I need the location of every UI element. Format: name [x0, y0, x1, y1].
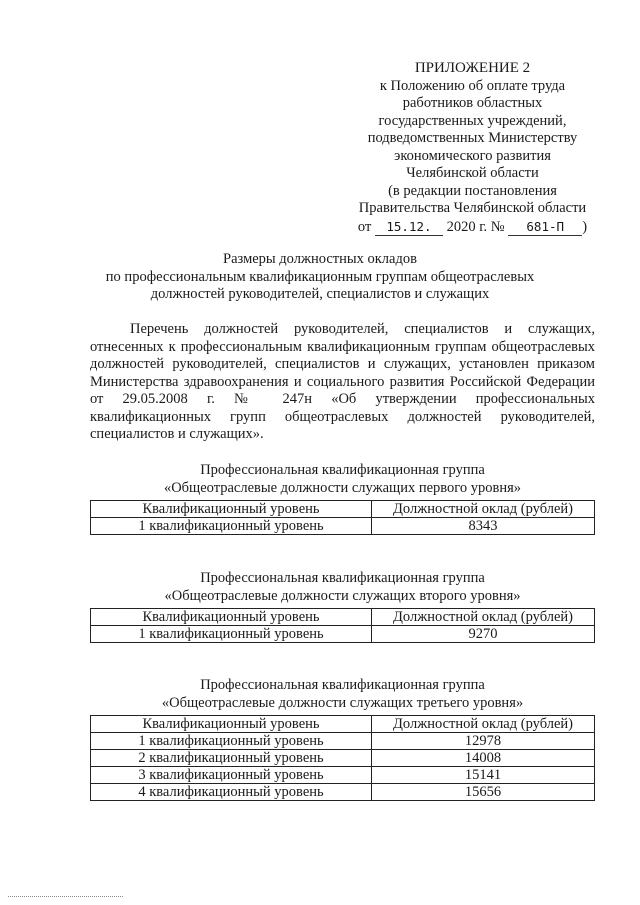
table-row: [91, 626, 595, 643]
table-header-row: [91, 501, 595, 518]
annex-line: работников областных: [402, 95, 543, 111]
group-title-line: Профессиональная квалификационная группа: [200, 462, 485, 478]
heading-line: должностей руководителей, специалистов и служащих: [150, 286, 490, 302]
level-cell: 3 квалификационный уровень: [91, 767, 372, 784]
salary-cell: 15656: [372, 784, 595, 801]
table-header-row: [91, 609, 595, 626]
group-subtitle: «Общеотраслевые должности служащих первого уровня»: [163, 479, 522, 496]
heading-line: Размеры должностных окладов: [223, 251, 417, 267]
group-title: [90, 570, 595, 605]
salary-cell: 12978: [372, 733, 595, 750]
annex-line: к Положению об оплате труда: [379, 77, 566, 94]
sig-prefix: от: [357, 218, 372, 235]
resolution-year: 2020 г. №: [446, 218, 505, 235]
column-header-level: Квалификационный уровень: [91, 501, 372, 518]
level-cell: 4 квалификационный уровень: [91, 784, 372, 801]
salary-cell: 14008: [372, 750, 595, 767]
annex-line: Правительства Челябинской области: [358, 200, 587, 216]
qualification-group-3: [90, 677, 595, 801]
column-header-level: Квалификационный уровень: [91, 716, 372, 733]
level-cell: 1 квалификационный уровень: [91, 626, 372, 643]
document-heading: [95, 251, 545, 304]
resolution-reference: [330, 218, 615, 237]
group-title: [90, 462, 595, 497]
table-row: [91, 767, 595, 784]
salary-cell: 9270: [372, 626, 595, 643]
salary-cell: 15141: [372, 767, 595, 784]
salary-table: [90, 500, 595, 535]
table-row: [91, 518, 595, 535]
salary-table: [90, 715, 595, 801]
scan-artifact-line: [8, 896, 123, 899]
qualification-group-1: [90, 462, 595, 535]
level-cell: 2 квалификационный уровень: [91, 750, 372, 767]
level-cell: 1 квалификационный уровень: [91, 518, 372, 535]
column-header-salary: Должностной оклад (рублей): [372, 716, 595, 733]
table-row: [91, 733, 595, 750]
table-row: [91, 750, 595, 767]
table-row: [91, 784, 595, 801]
annex-line: экономического развития: [394, 147, 551, 164]
annex-line: государственных учреждений,: [378, 112, 567, 129]
annex-line: подведомственных Министерству: [367, 130, 578, 146]
qualification-group-2: [90, 570, 595, 643]
salary-cell: 8343: [372, 518, 595, 535]
resolution-number: 681-П: [508, 218, 582, 237]
column-header-level: Квалификационный уровень: [91, 609, 372, 626]
salary-table: [90, 608, 595, 643]
annex-title: ПРИЛОЖЕНИЕ 2: [414, 60, 531, 76]
group-title-line: Профессиональная квалификационная группа: [200, 677, 485, 693]
annex-line: Челябинской области: [406, 165, 539, 181]
group-title-line: Профессиональная квалификационная группа: [200, 570, 485, 586]
table-header-row: [91, 716, 595, 733]
annex-line: (в редакции постановления: [388, 182, 557, 199]
annex-header: [330, 60, 615, 236]
group-title: [90, 677, 595, 712]
group-subtitle: «Общеотраслевые должности служащих второго уровня»: [164, 587, 521, 604]
resolution-date: 15.12.: [375, 218, 443, 237]
column-header-salary: Должностной оклад (рублей): [372, 609, 595, 626]
heading-line: по профессиональным квалификационным группам общеотраслевых: [105, 268, 535, 285]
intro-paragraph: Перечень должностей руководителей, специалистов и служащих, отнесенных к профессиональным квалификационным группам общеотраслевых должностей руководителей, специалистов и служащих, установлен приказом Министерства здравоохранения и социального развития Российской Федерации от 29.05.2008 г. № 247н «Об утверждении профессиональных квалификационных групп общеотраслевых должностей руководителей, специалистов и служащих».: [90, 321, 595, 442]
level-cell: 1 квалификационный уровень: [91, 733, 372, 750]
sig-close: ): [582, 218, 588, 235]
column-header-salary: Должностной оклад (рублей): [372, 501, 595, 518]
group-subtitle: «Общеотраслевые должности служащих третьего уровня»: [161, 694, 524, 711]
